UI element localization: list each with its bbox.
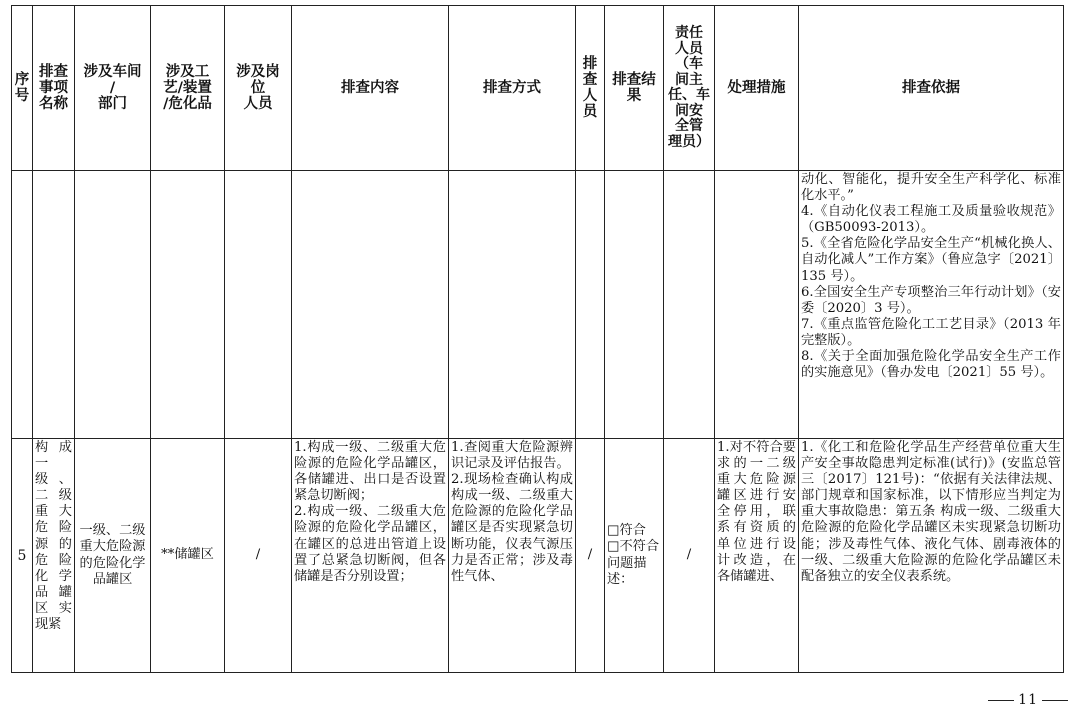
header-post: 涉及岗 位 人员 — [225, 6, 292, 171]
header-process: 涉及工 艺/装置 /危化品 — [151, 6, 225, 171]
header-method: 排查方式 — [449, 6, 576, 171]
footer-dash-right — [1042, 700, 1068, 701]
header-measure: 处理措施 — [715, 6, 799, 171]
cell-person: / — [576, 439, 605, 673]
header-result: 排查结 果 — [605, 6, 664, 171]
cell-empty — [292, 171, 449, 439]
header-row — [12, 6, 1064, 171]
cell-content: 1.构成一级、二级重大危险源的危险化学品罐区，各储罐进、出口是否设置紧急切断阀； 2.构成一级、二级重大危险源的危险化学品罐区，在罐区的总进出管道上设置了总紧急切断阀，但各储罐是否分别设置； — [292, 439, 449, 673]
cell-empty — [12, 171, 33, 439]
cell-empty — [605, 171, 664, 439]
cell-empty — [75, 171, 151, 439]
cell-empty — [449, 171, 576, 439]
cell-empty — [664, 171, 715, 439]
header-resp: 责任 人员 （车 间主 任、车 间安 全管 理员） — [664, 6, 715, 171]
cell-empty — [151, 171, 225, 439]
cell-item-name: 构成一级、二级重大危险源的危险化学品罐区实现紧 — [33, 439, 75, 673]
cell-empty — [33, 171, 75, 439]
cell-process: **储罐区 — [151, 439, 225, 673]
header-content: 排查内容 — [292, 6, 449, 171]
footer-dash-left — [988, 700, 1014, 701]
cell-method: 1.查阅重大危险源辨识记录及评估报告。 2.现场检查确认构成构成一级、二级重大危险源的危险化学品罐区是否实现紧急切断功能，仪表气源压力是否正常；涉及毒性气体、 — [449, 439, 576, 673]
page-footer — [984, 692, 1072, 708]
cell-empty — [715, 171, 799, 439]
cell-measure: 1.对不符合要求的一二级重大危险源罐区进行安全停用，联系有资质的单位进行设计改造，在各储罐进、 — [715, 439, 799, 673]
cell-empty — [225, 171, 292, 439]
table-row-continued — [12, 171, 1064, 439]
inspection-table — [11, 5, 1064, 673]
header-person: 排 查 人 员 — [576, 6, 605, 171]
header-seq: 序 号 — [12, 6, 33, 171]
page-number: 11 — [1018, 692, 1038, 708]
cell-resp: / — [664, 439, 715, 673]
cell-basis-continued: 动化、智能化，提升安全生产科学化、标准化水平。” 4.《自动化仪表工程施工及质量验收规范》（GB50093-2013）。 5.《全省危险化学品安全生产“机械化换人、自动化减人”工作方案》（鲁应急字〔2021〕135 号）。 6.全国安全生产专项整治三年行动计划》（安委〔2020〕3 号）。 7.《重点监管危险化工工艺目录》（2013 年完整版）。 8.《关于全面加强危险化学品安全生产工作的实施意见》（鲁办发电〔2021〕55 号）。 — [799, 171, 1064, 439]
cell-result: □符合 □不符合 问题描述： — [605, 439, 664, 673]
cell-empty — [576, 171, 605, 439]
cell-basis: 1.《化工和危险化学品生产经营单位重大生产安全事故隐患判定标准(试行)》(安监总管三〔2017〕121号)：“依据有关法律法规、部门规章和国家标准，以下情形应当判定为重大事故隐患：第五条 构成一级、二级重大危险源的危险化学品罐区未实现紧急切断功能；涉及毒性气体、液化气体、剧毒液体的一级、二级重大危险源的危险化学品罐区未配备独立的安全仪表系统。 — [799, 439, 1064, 673]
table-row-5 — [12, 439, 1064, 673]
header-basis: 排查依据 — [799, 6, 1064, 171]
cell-seq: 5 — [12, 439, 33, 673]
header-dept: 涉及车间 / 部门 — [75, 6, 151, 171]
cell-dept: 一级、二级重大危险源的危险化学品罐区 — [75, 439, 151, 673]
cell-post: / — [225, 439, 292, 673]
header-item: 排查 事项 名称 — [33, 6, 75, 171]
